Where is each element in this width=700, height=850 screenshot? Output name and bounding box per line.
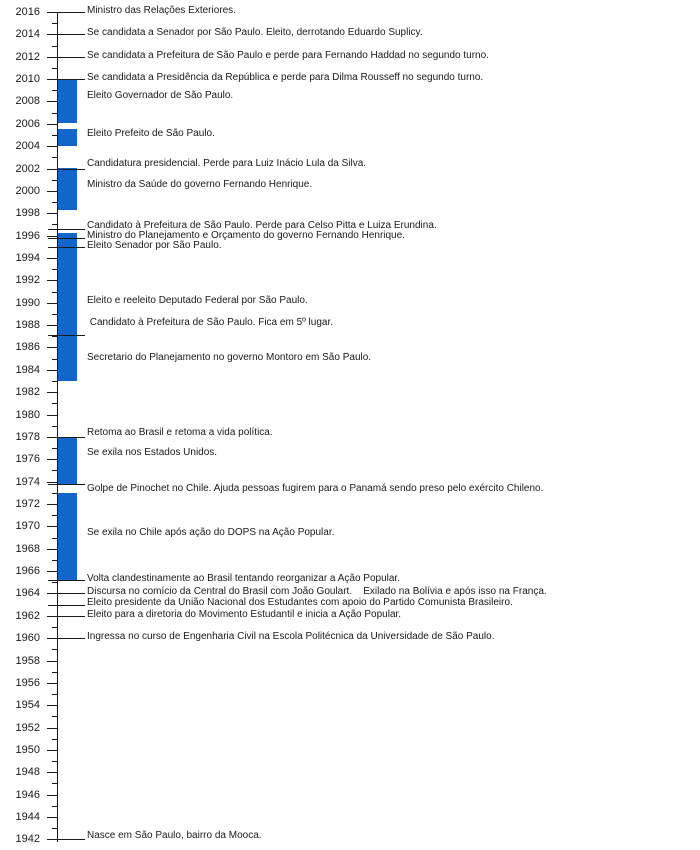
- period-bar: [58, 168, 77, 210]
- axis-tick-major: [47, 728, 57, 729]
- axis-tick-major: [47, 236, 57, 237]
- axis-tick-minor: [52, 694, 57, 695]
- axis-tick-major: [47, 549, 57, 550]
- axis-tick-minor: [52, 560, 57, 561]
- event-connector-line: [48, 616, 85, 617]
- axis-tick-minor: [52, 582, 57, 583]
- event-connector-line: [48, 580, 85, 581]
- event-connector-line: [48, 57, 85, 58]
- event-connector-line: [48, 79, 85, 80]
- axis-tick-major: [47, 683, 57, 684]
- event-label: Candidatura presidencial. Perde para Luiz Inácio Lula da Silva.: [87, 158, 367, 170]
- event-connector-line: [48, 169, 85, 170]
- axis-tick-label: 1974: [15, 475, 40, 488]
- period-bar: [58, 493, 77, 580]
- event-label: Eleito Prefeito de São Paulo.: [87, 127, 215, 139]
- event-label: Se candidata a Senador por São Paulo. Eleito, derrotando Eduardo Suplicy.: [87, 27, 423, 39]
- period-bar: [58, 233, 77, 381]
- axis-tick-label: 1962: [15, 609, 40, 622]
- axis-tick-minor: [52, 470, 57, 471]
- event-connector-line: [48, 593, 85, 594]
- axis-tick-minor: [52, 157, 57, 158]
- axis-tick-label: 1964: [15, 587, 40, 600]
- axis-tick-minor: [52, 46, 57, 47]
- axis-tick-label: 1984: [15, 363, 40, 376]
- axis-tick-label: 1948: [15, 766, 40, 779]
- axis-tick-minor: [52, 493, 57, 494]
- axis-tick-label: 1946: [15, 788, 40, 801]
- axis-tick-major: [47, 482, 57, 483]
- event-connector-line: [48, 34, 85, 35]
- axis-tick-label: 2008: [15, 95, 40, 108]
- axis-tick-label: 1970: [15, 520, 40, 533]
- event-label: Discursa no comício da Central do Brasil com João Goulart. Exilado na Bolívia e após isso na França.: [87, 585, 547, 597]
- event-label: Candidato à Prefeitura de São Paulo. Fica em 5º lugar.: [87, 316, 334, 328]
- axis-tick-major: [47, 526, 57, 527]
- event-label: Eleito para a diretoria do Movimento Estudantil e inicia a Ação Popular.: [87, 608, 402, 620]
- axis-tick-label: 1956: [15, 676, 40, 689]
- event-label: Eleito e reeleito Deputado Federal por São Paulo.: [87, 295, 308, 307]
- axis-tick-minor: [52, 269, 57, 270]
- axis-tick-minor: [52, 627, 57, 628]
- axis-tick-label: 2002: [15, 162, 40, 175]
- event-label: Eleito presidente da União Nacional dos Estudantes com apoio do Partido Comunista Brasileiro.: [87, 597, 513, 609]
- event-label: Eleito Senador por São Paulo.: [87, 240, 222, 252]
- event-connector-line: [48, 238, 85, 239]
- event-label: Se candidata a Prefeitura de São Paulo e perde para Fernando Haddad no segundo turno.: [87, 49, 489, 61]
- axis-tick-major: [47, 303, 57, 304]
- axis-tick-minor: [52, 403, 57, 404]
- axis-tick-minor: [52, 113, 57, 114]
- axis-tick-major: [47, 459, 57, 460]
- axis-tick-minor: [52, 90, 57, 91]
- event-label: Volta clandestinamente ao Brasil tentando reorganizar a Ação Popular.: [87, 572, 400, 584]
- axis-tick-label: 1990: [15, 296, 40, 309]
- axis-tick-label: 1950: [15, 743, 40, 756]
- axis-tick-major: [47, 661, 57, 662]
- axis-tick-label: 1978: [15, 430, 40, 443]
- event-connector-line: [48, 484, 85, 485]
- axis-tick-major: [47, 705, 57, 706]
- axis-tick-label: 1968: [15, 542, 40, 555]
- axis-tick-minor: [52, 180, 57, 181]
- axis-tick-major: [47, 258, 57, 259]
- axis-tick-minor: [52, 739, 57, 740]
- axis-tick-minor: [52, 381, 57, 382]
- axis-tick-minor: [52, 538, 57, 539]
- axis-tick-major: [47, 101, 57, 102]
- axis-tick-minor: [52, 783, 57, 784]
- event-connector-line: [48, 247, 85, 248]
- axis-tick-major: [47, 795, 57, 796]
- event-label: Se exila no Chile após ação do DOPS na Ação Popular.: [87, 527, 335, 539]
- axis-tick-major: [47, 370, 57, 371]
- axis-tick-major: [47, 504, 57, 505]
- axis-tick-minor: [52, 314, 57, 315]
- axis-tick-major: [47, 325, 57, 326]
- event-label: Nasce em São Paulo, bairro da Mooca.: [87, 830, 262, 842]
- axis-tick-major: [47, 392, 57, 393]
- axis-tick-label: 1980: [15, 408, 40, 421]
- event-label: Golpe de Pinochet no Chile. Ajuda pessoas fugirem para o Panamá sendo preso pelo exército Chileno.: [87, 482, 544, 494]
- axis-tick-minor: [52, 23, 57, 24]
- axis-tick-label: 1988: [15, 319, 40, 332]
- period-bar: [58, 437, 77, 484]
- axis-tick-label: 2010: [15, 73, 40, 86]
- event-label: Se candidata a Presidência da República e perde para Dilma Rousseff no segundo turno.: [87, 71, 484, 83]
- axis-tick-minor: [52, 448, 57, 449]
- axis-tick-label: 1952: [15, 721, 40, 734]
- axis-tick-minor: [52, 224, 57, 225]
- event-connector-line: [48, 638, 85, 639]
- axis-tick-label: 1966: [15, 565, 40, 578]
- axis-tick-label: 1994: [15, 251, 40, 264]
- period-bar: [58, 129, 77, 145]
- axis-tick-major: [47, 146, 57, 147]
- axis-tick-label: 1944: [15, 811, 40, 824]
- event-label: Candidato à Prefeitura de São Paulo. Perde para Celso Pitta e Luiza Erundina.: [87, 220, 437, 232]
- axis-tick-label: 1958: [15, 654, 40, 667]
- axis-tick-minor: [52, 336, 57, 337]
- axis-tick-label: 1954: [15, 699, 40, 712]
- axis-tick-label: 1996: [15, 229, 40, 242]
- axis-tick-label: 2012: [15, 50, 40, 63]
- axis-tick-label: 1998: [15, 207, 40, 220]
- axis-tick-minor: [52, 135, 57, 136]
- axis-tick-major: [47, 280, 57, 281]
- axis-tick-major: [47, 191, 57, 192]
- event-label: Retoma ao Brasil e retoma a vida política.: [87, 426, 273, 438]
- event-label: Se exila nos Estados Unidos.: [87, 447, 218, 459]
- event-label: Ministro da Saúde do governo Fernando Henrique.: [87, 179, 313, 191]
- axis-tick-label: 1992: [15, 274, 40, 287]
- axis-tick-label: 1986: [15, 341, 40, 354]
- axis-tick-major: [47, 817, 57, 818]
- axis-tick-label: 2016: [15, 6, 40, 18]
- event-label: Ministro do Planejamento e Orçamento do governo Fernando Henrique.: [87, 230, 405, 242]
- axis-tick-minor: [52, 716, 57, 717]
- axis-tick-minor: [52, 672, 57, 673]
- event-connector-line: [48, 12, 85, 13]
- axis-tick-minor: [52, 828, 57, 829]
- axis-tick-major: [47, 347, 57, 348]
- axis-tick-major: [47, 213, 57, 214]
- axis-tick-minor: [52, 68, 57, 69]
- axis-tick-minor: [52, 761, 57, 762]
- event-label: Secretario do Planejamento no governo Montoro em São Paulo.: [87, 352, 372, 364]
- axis-tick-label: 2004: [15, 140, 40, 153]
- axis-tick-label: 2006: [15, 117, 40, 130]
- axis-tick-major: [47, 772, 57, 773]
- event-connector-line: [48, 335, 85, 336]
- event-connector-line: [48, 839, 85, 840]
- event-label: Eleito Governador de São Paulo.: [87, 89, 234, 101]
- period-bar: [58, 79, 77, 123]
- axis-tick-label: 2000: [15, 184, 40, 197]
- axis-tick-major: [47, 415, 57, 416]
- event-connector-line: [48, 437, 85, 438]
- axis-tick-label: 1972: [15, 497, 40, 510]
- event-connector-line: [48, 229, 85, 230]
- event-label: Ministro das Relações Exteriores.: [87, 5, 236, 17]
- event-connector-line: [48, 605, 85, 606]
- axis-tick-minor: [52, 202, 57, 203]
- axis-tick-minor: [52, 426, 57, 427]
- axis-tick-minor: [52, 515, 57, 516]
- axis-tick-minor: [52, 292, 57, 293]
- event-label: Ingressa no curso de Engenharia Civil na Escola Politécnica da Universidade de São Paulo.: [87, 631, 495, 643]
- axis-tick-minor: [52, 649, 57, 650]
- axis-tick-label: 1960: [15, 632, 40, 645]
- axis-tick-major: [47, 571, 57, 572]
- axis-tick-minor: [52, 359, 57, 360]
- axis-tick-label: 1976: [15, 453, 40, 466]
- axis-tick-minor: [52, 806, 57, 807]
- axis-tick-major: [47, 750, 57, 751]
- axis-tick-major: [47, 124, 57, 125]
- axis-tick-label: 1942: [15, 833, 40, 846]
- axis-tick-label: 2014: [15, 28, 40, 41]
- axis-tick-label: 1982: [15, 386, 40, 399]
